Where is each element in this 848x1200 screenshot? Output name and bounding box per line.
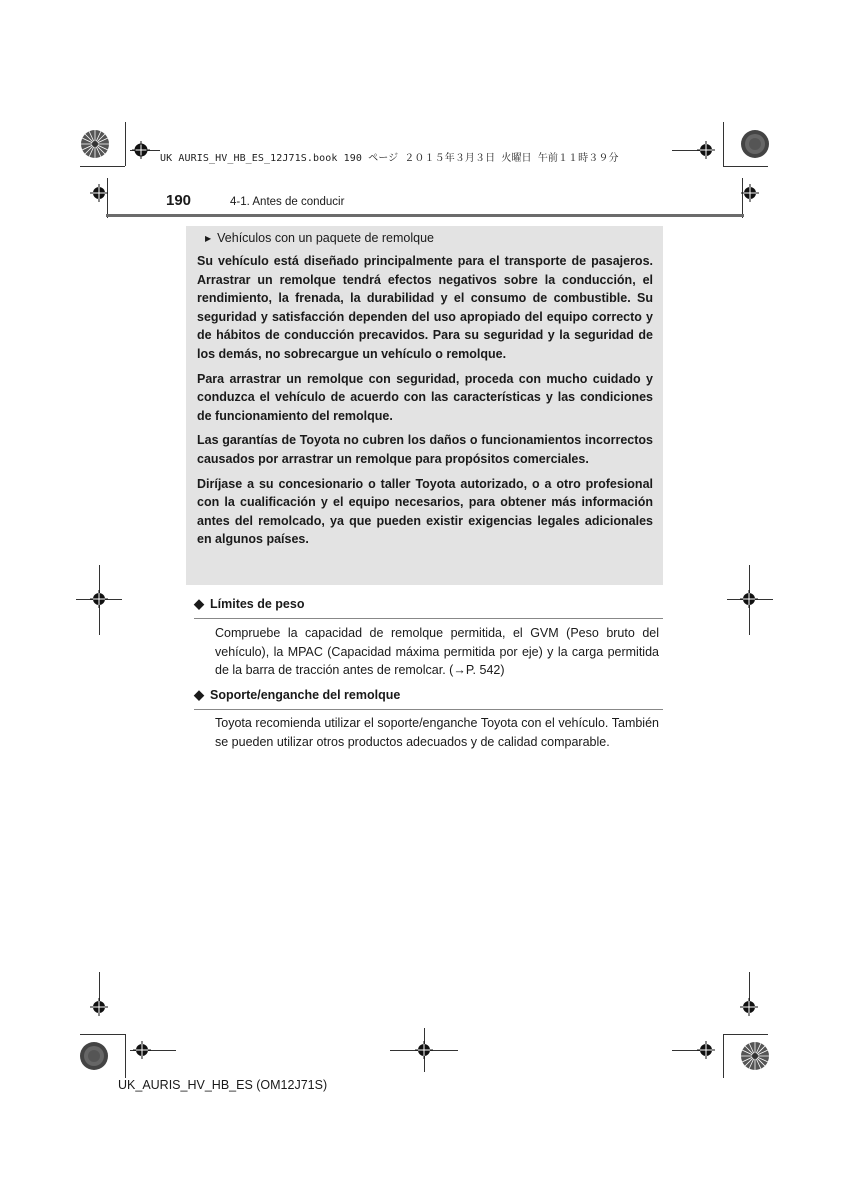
registration-mark-icon	[90, 590, 108, 608]
section-heading-text: Límites de peso	[210, 597, 305, 611]
warning-paragraph: Diríjase a su concesionario o taller Toyota autorizado, o a otro profesional con la cualificación y el equipo necesarios, para obtener más información antes del remolcado, ya que pueden existir exigencias legales adicionales en algunos países.	[197, 476, 653, 547]
warning-heading-text: Vehículos con un paquete de remolque	[217, 231, 434, 245]
registration-mark-icon	[133, 1041, 151, 1059]
registration-mark-icon	[697, 1041, 715, 1059]
registration-mark-icon	[741, 184, 759, 202]
warning-paragraph: Para arrastrar un remolque con seguridad, proceda con mucho cuidado y conduzca el vehículo de acuerdo con las características y las condiciones de funcionamiento del remolque.	[197, 371, 653, 423]
warning-paragraph: Las garantías de Toyota no cubren los daños o funcionamientos incorrectos causados por arrastrar un remolque para propósitos comerciales.	[197, 433, 653, 466]
diamond-icon: ◆	[194, 687, 204, 702]
registration-mark-icon	[697, 141, 715, 159]
warning-box	[186, 226, 663, 585]
color-target-icon	[740, 129, 770, 159]
registration-mark-icon	[132, 141, 150, 159]
warning-heading	[205, 231, 653, 246]
section-heading-hitch	[194, 687, 663, 710]
diamond-icon: ◆	[194, 596, 204, 611]
section-body-weight-limits: Compruebe la capacidad de remolque permitida, el GVM (Peso bruto del vehículo), la MPAC (Capacidad máxima permitida por eje) y la carga permitida de la barra de tracción antes de remolcar. (→P. 542)	[215, 626, 659, 678]
section-heading-text: Soporte/enganche del remolque	[210, 688, 401, 702]
page-number: 190	[166, 192, 192, 209]
color-target-icon	[80, 129, 110, 159]
triangle-right-icon: ▶	[205, 234, 212, 243]
section-title: 4-1. Antes de conducir	[230, 196, 345, 208]
footer-document-code: UK_AURIS_HV_HB_ES (OM12J71S)	[118, 1078, 328, 1092]
section-body-hitch: Toyota recomienda utilizar el soporte/enganche Toyota con el vehículo. También se pueden utilizar otros productos adecuados y de calidad comparable.	[215, 716, 659, 749]
header-rule	[106, 214, 744, 217]
warning-paragraph: Su vehículo está diseñado principalmente para el transporte de pasajeros. Arrastrar un remolque tendrá efectos negativos sobre la conducción, el rendimiento, la frenada, la durabilidad y el consumo de combustible. Su seguridad y satisfacción dependen del uso apropiado del equipo correcto y de hábitos de conducción precavidos. Para su seguridad y la seguridad de los demás, no sobrecargue un vehículo o remolque.	[197, 254, 653, 361]
registration-mark-icon	[740, 998, 758, 1016]
registration-mark-icon	[90, 998, 108, 1016]
registration-mark-icon	[90, 184, 108, 202]
print-file-info: UK AURIS_HV_HB_ES_12J71S.book 190 ページ ２０１５年３月３日 火曜日 午前１１時３９分	[160, 153, 619, 164]
color-target-icon	[79, 1041, 109, 1071]
section-heading-weight-limits	[194, 596, 663, 619]
registration-mark-icon	[415, 1041, 433, 1059]
registration-mark-icon	[740, 590, 758, 608]
color-target-icon	[740, 1041, 770, 1071]
